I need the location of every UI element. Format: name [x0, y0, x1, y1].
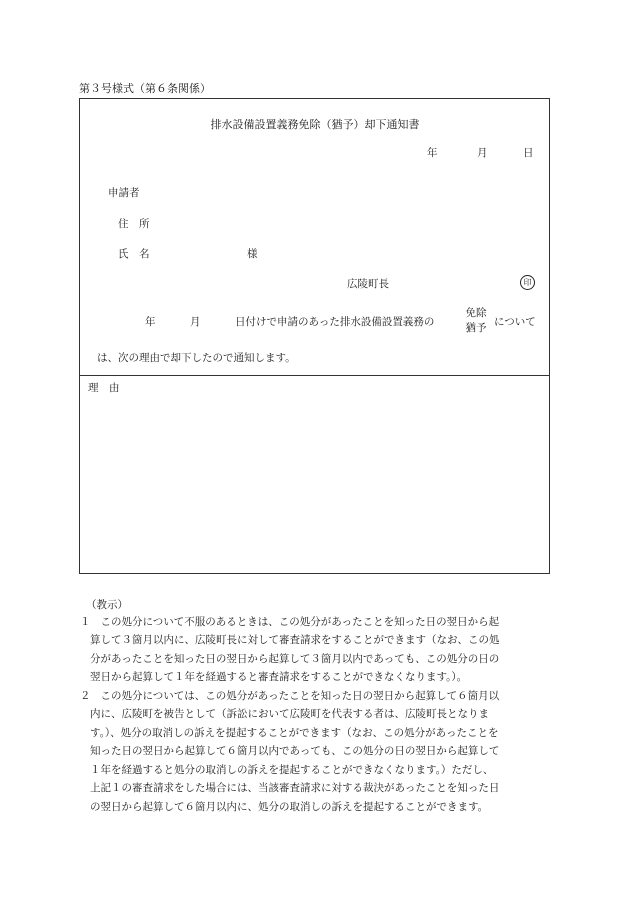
- body-line-2: は、次の理由で却下したので通知します。: [97, 352, 296, 364]
- option-exemption: 免除: [465, 307, 487, 319]
- honorific: 様: [247, 248, 258, 260]
- date-day-label: 日: [523, 147, 534, 159]
- body-month: 月: [190, 316, 201, 328]
- issuer-title: 広陵町長: [347, 278, 389, 290]
- note-line: この処分について不服のあるときは、この処分があったことを知った日の翌日から起: [90, 616, 500, 628]
- note-line: 内に、広陵町を被告として（訴訟において広陵町を代表する者は、広陵町長となりま: [90, 708, 489, 720]
- reason-label: 理 由: [88, 382, 120, 394]
- note-line: １年を経過すると処分の取消しの訴えを提起することができなくなります。）ただし、: [90, 764, 494, 776]
- note-line: 知った日の翌日から起算して６箇月以内であっても、この処分の日の翌日から起算して: [90, 745, 500, 757]
- note-line: す。）、処分の取消しの訴えを提起することができます（なお、この処分があったことを: [90, 727, 499, 739]
- notes-heading: （教示）: [86, 599, 128, 611]
- note-line: 上記１の審査請求をした場合には、当該審査請求に対する裁決があったことを知った日: [90, 782, 500, 794]
- form-title: 排水設備設置義務免除（猶予）却下通知書: [210, 118, 420, 131]
- note-line: 分があったことを知った日の翌日から起算して３箇月以内であっても、この処分の日の: [90, 653, 500, 665]
- option-postponement: 猶予: [465, 322, 487, 334]
- note-line: 算して３箇月以内に、広陵町長に対して審査請求をすることができます（なお、この処: [90, 634, 500, 646]
- applicant-heading: 申請者: [108, 187, 140, 199]
- address-label: 住 所: [118, 218, 150, 230]
- date-year-label: 年: [427, 147, 438, 159]
- form-number: 第３号様式（第６条関係）: [79, 82, 211, 95]
- exemption-options: [461, 306, 491, 336]
- body-regarding: について: [494, 316, 536, 328]
- note-line: の翌日から起算して６箇月以内に、処分の取消しの訴えを提起することができます。: [90, 801, 489, 813]
- note-number: １: [80, 616, 91, 628]
- form-box: [79, 98, 550, 574]
- note-line: この処分については、この処分があったことを知った日の翌日から起算して６箇月以: [90, 690, 500, 702]
- section-divider: [79, 375, 550, 376]
- body-year: 年: [145, 316, 156, 328]
- name-label: 氏 名: [118, 248, 150, 260]
- seal-stamp-icon: 印: [520, 275, 535, 290]
- note-number: ２: [80, 690, 91, 702]
- body-date-suffix: 日付けで申請のあった排水設備設置義務の: [235, 316, 435, 328]
- note-line: 翌日から起算して１年を経過すると審査請求をすることができなくなります。）。: [90, 671, 468, 683]
- date-month-label: 月: [477, 147, 488, 159]
